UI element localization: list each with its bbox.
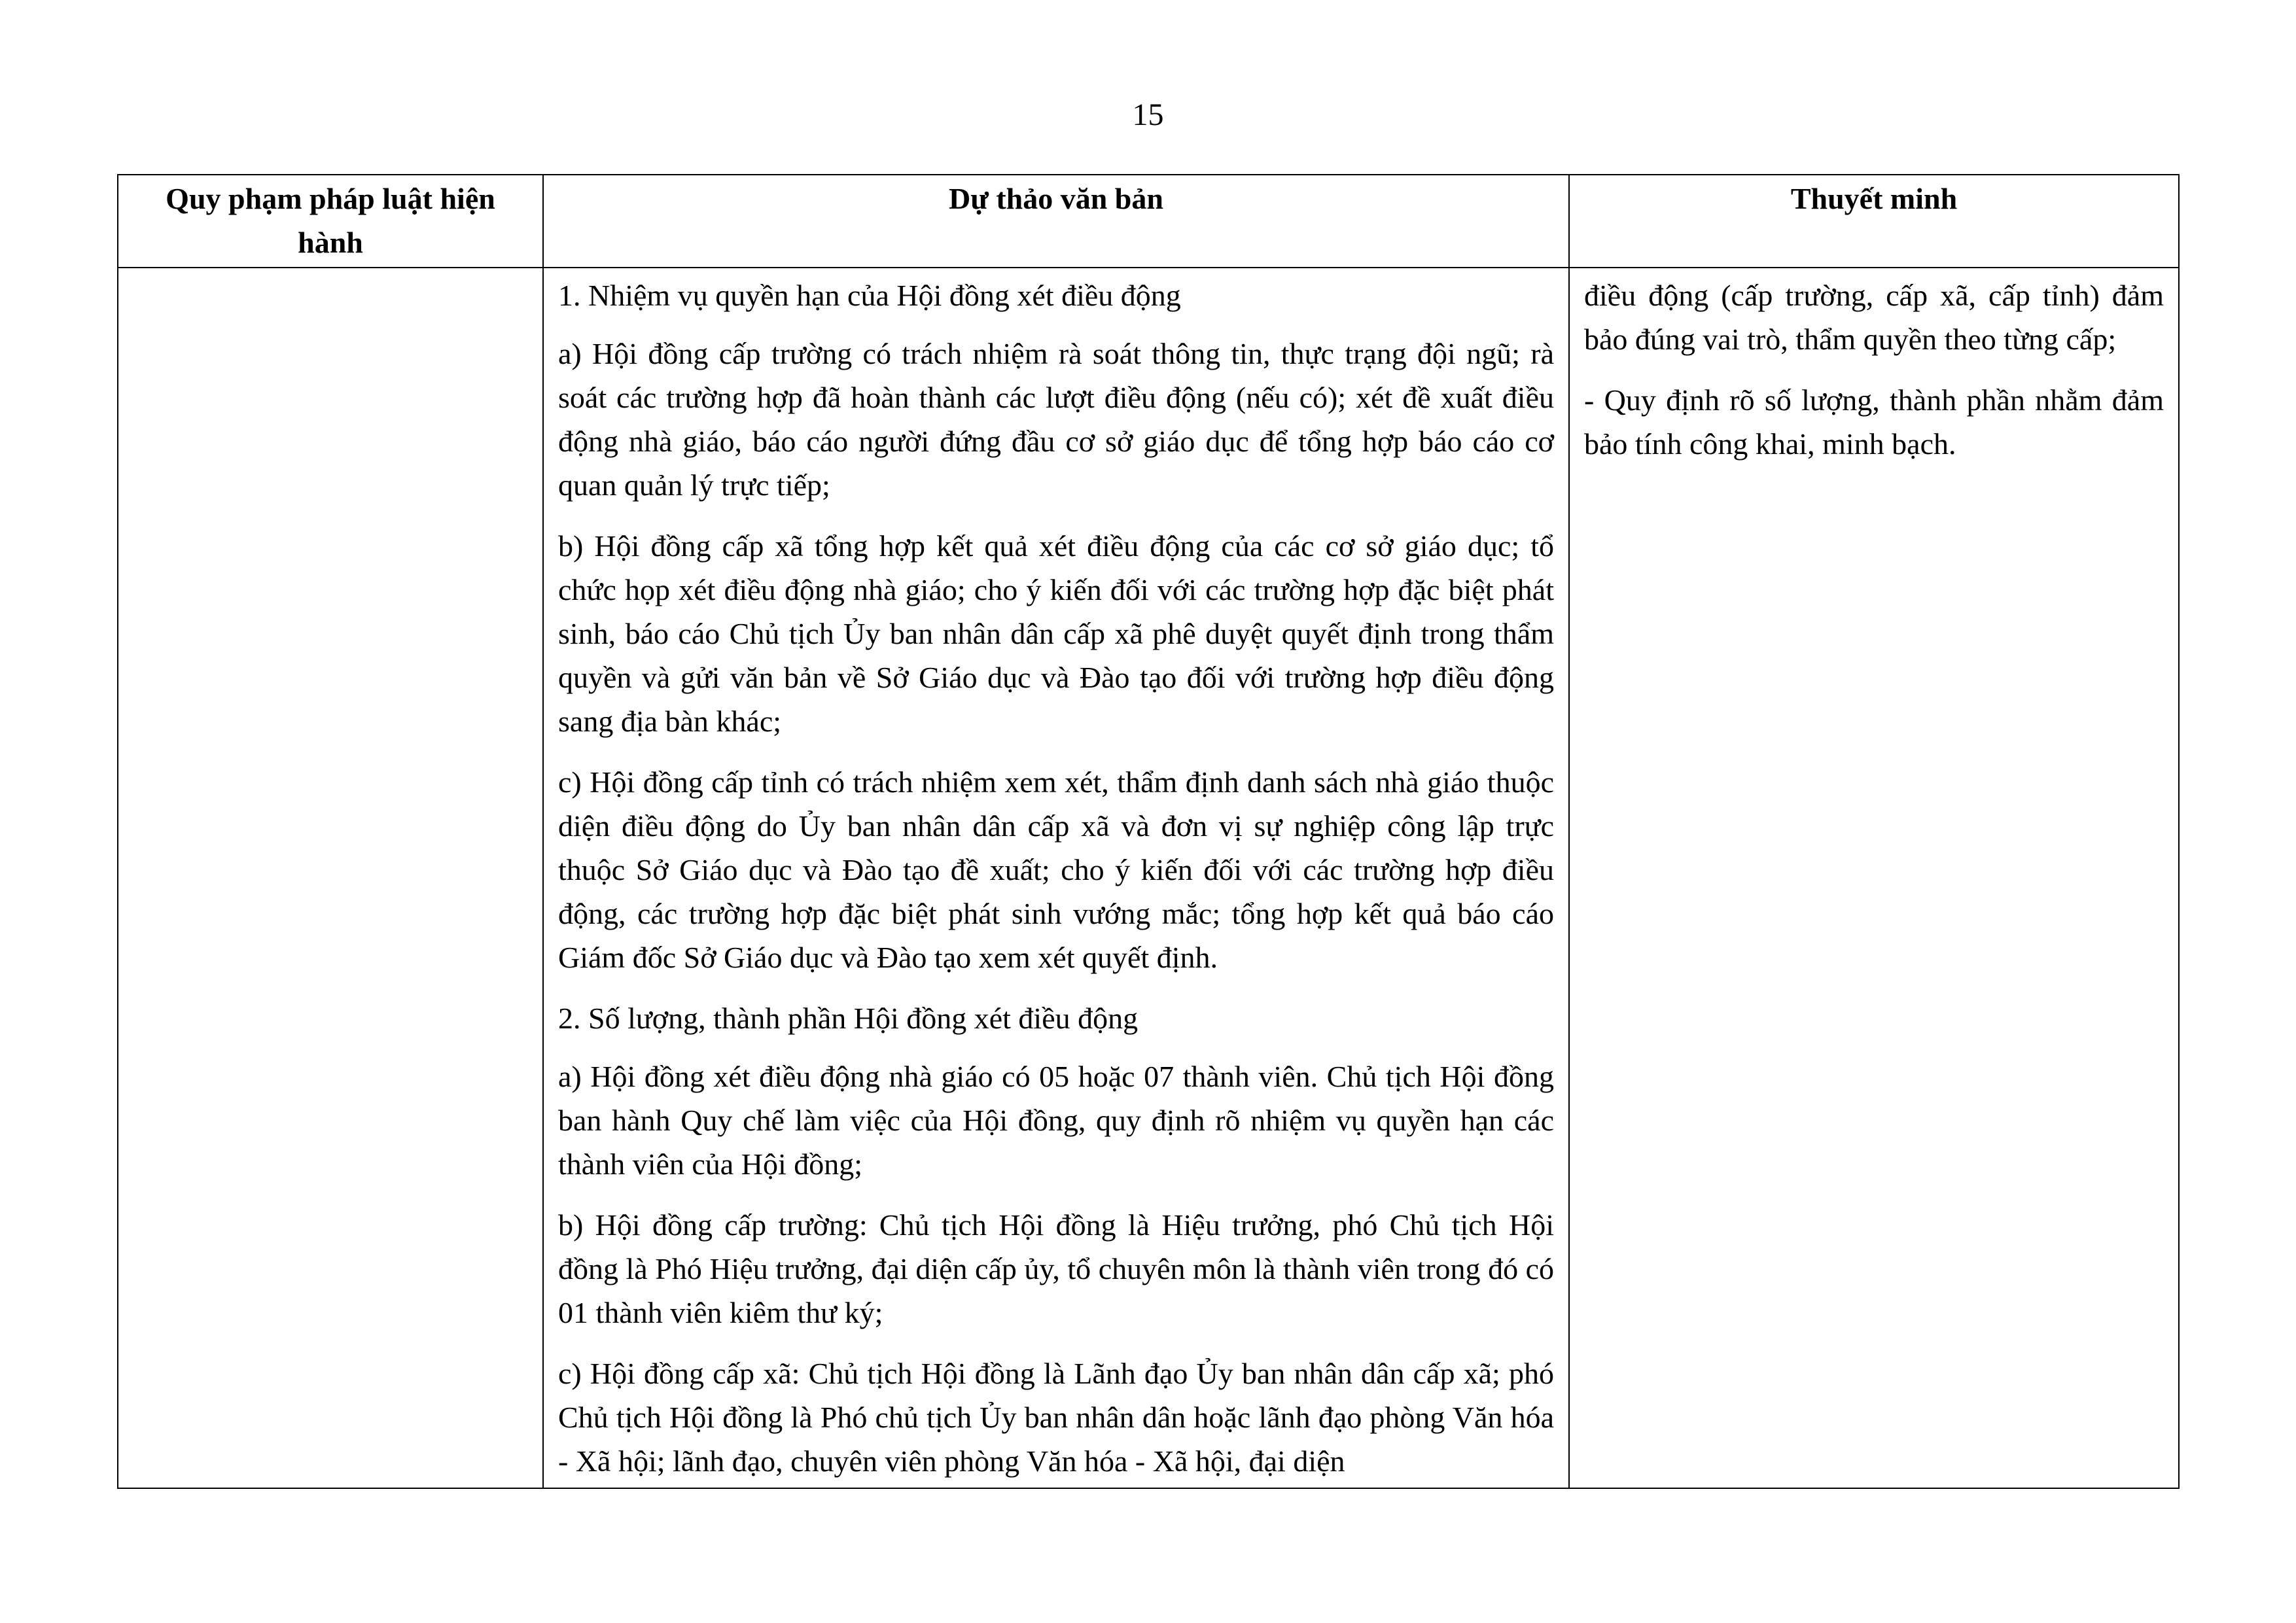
header-draft-text: Dự thảo văn bản	[543, 175, 1569, 268]
draft-paragraph: 2. Số lượng, thành phần Hội đồng xét điều động	[558, 1002, 1139, 1035]
header-current-law: Quy phạm pháp luật hiện hành	[118, 175, 543, 268]
draft-text-cell	[543, 268, 1569, 1488]
draft-paragraph: a) Hội đồng xét điều động nhà giáo có 05 hoặc 07 thành viên. Chủ tịch Hội đồng ban hành Quy chế làm việc của Hội đồng, quy định rõ nhiệm vụ quyền hạn các thành viên của Hội đồng;	[558, 1060, 1554, 1181]
page-number: 15	[1132, 97, 1164, 132]
explanation-paragraph: điều động (cấp trường, cấp xã, cấp tỉnh) đảm bảo đúng vai trò, thẩm quyền theo từng cấp;	[1584, 279, 2164, 356]
explanation-paragraph: - Quy định rõ số lượng, thành phần nhằm đảm bảo tính công khai, minh bạch.	[1584, 383, 2164, 461]
current-law-cell	[118, 268, 543, 1488]
draft-paragraph: 1. Nhiệm vụ quyền hạn của Hội đồng xét điều động	[558, 279, 1181, 312]
table-row	[118, 268, 2179, 1488]
header-explanation: Thuyết minh	[1569, 175, 2179, 268]
draft-paragraph: c) Hội đồng cấp xã: Chủ tịch Hội đồng là Lãnh đạo Ủy ban nhân dân cấp xã; phó Chủ tịch Hội đồng là Phó chủ tịch Ủy ban nhân dân hoặc lãnh đạo phòng Văn hóa - Xã hội; lãnh đạo, chuyên viên phòng Văn hóa - Xã hội, đại diện	[558, 1357, 1554, 1478]
table-header-row	[118, 175, 2179, 268]
draft-paragraph: c) Hội đồng cấp tỉnh có trách nhiệm xem xét, thẩm định danh sách nhà giáo thuộc diện điều động do Ủy ban nhân dân cấp xã và đơn vị sự nghiệp công lập trực thuộc Sở Giáo dục và Đào tạo đề xuất; cho ý kiến đối với các trường hợp điều động, các trường hợp đặc biệt phát sinh vướng mắc; tổng hợp kết quả báo cáo Giám đốc Sở Giáo dục và Đào tạo xem xét quyết định.	[558, 765, 1554, 974]
explanation-cell	[1569, 268, 2179, 1488]
draft-paragraph: b) Hội đồng cấp xã tổng hợp kết quả xét điều động của các cơ sở giáo dục; tổ chức họp xét điều động nhà giáo; cho ý kiến đối với các trường hợp đặc biệt phát sinh, báo cáo Chủ tịch Ủy ban nhân dân cấp xã phê duyệt quyết định trong thẩm quyền và gửi văn bản về Sở Giáo dục và Đào tạo đối với trường hợp điều động sang địa bàn khác;	[558, 529, 1554, 738]
draft-paragraph: a) Hội đồng cấp trường có trách nhiệm rà soát thông tin, thực trạng đội ngũ; rà soát các trường hợp đã hoàn thành các lượt điều động (nếu có); xét đề xuất điều động nhà giáo, báo cáo người đứng đầu cơ sở giáo dục để tổng hợp báo cáo cơ quan quản lý trực tiếp;	[558, 337, 1554, 502]
comparison-table	[117, 174, 2180, 1489]
draft-paragraph: b) Hội đồng cấp trường: Chủ tịch Hội đồng là Hiệu trưởng, phó Chủ tịch Hội đồng là Phó Hiệu trưởng, đại diện cấp ủy, tổ chuyên môn là thành viên trong đó có 01 thành viên kiêm thư ký;	[558, 1208, 1554, 1329]
